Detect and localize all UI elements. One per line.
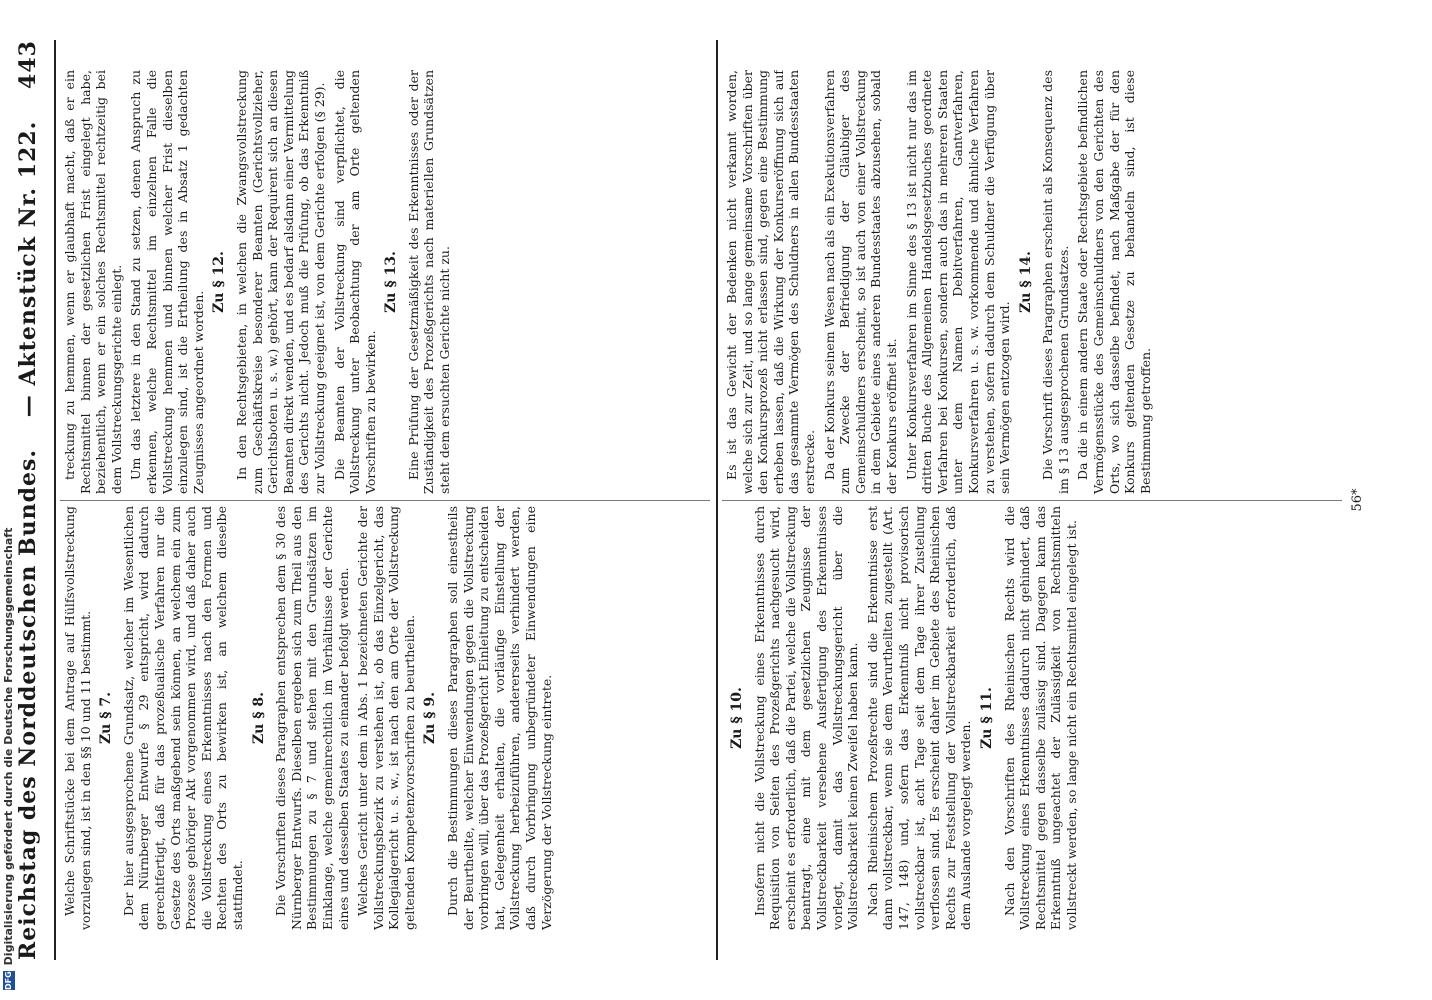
column-right-top [62,70,710,494]
paragraph: Insofern nicht die Vollstreckung eines Erkenntnisses durch Requisition von Seiten des Prozeßgerichts nachgesucht wird, erscheint es erforderlich, daß die Partei, welche die Vollstreckung beantragt, eine mit dem gesetzlichen Zeugnisse der Vollstreckbarkeit versehene Ausfertigung des Erkenntnisses vorlegt, damit das Vollstreckungsgericht über die Vollstreckbarkeit keinen Zweifel haben kann. [751,506,861,930]
header-title: Reichstag des Norddeutschen Bundes. [15,448,41,960]
paragraph: Nach den Vorschriften des Rheinischen Rechts wird die Vollstreckung eines Erkenntnisses dadurch nicht gehindert, daß Rechtsmittel gegen dasselbe zulässig sind. Dagegen kann das Erkenntniß ungeachtet der Zulässigkeit von Rechtsmitteln vollstreckt werden, so lange nicht ein Rechtsmittel eingelegt ist. [1001,506,1079,930]
header-rule [54,40,56,960]
header-document-number: — Aktenstück Nr. 122. [15,120,41,418]
column-separator-bottom [722,500,1342,501]
section-heading: Zu § 8. [250,691,267,745]
paragraph: Da der Konkurs seinem Wesen nach als ein Exekutionsverfahren zum Zwecke der Befriedigung der Gläubiger des Gemeinschuldners erscheint, so ist auch von einer Vollstreckung in dem Gebiete eines anderen Bundesstaates abzusehen, sobald der Konkurs eröffnet ist. [821,70,899,494]
page-footer-mark: 56* [1350,488,1365,512]
section-heading: Zu § 12. [211,251,228,313]
column-left-top [62,506,710,930]
paragraph: Da die in einem andern Staate oder Rechtsgebiete befindlichen Vermögensstücke des Gemeinschuldners von den Gerichten des Orts, wo sich dasselbe befindet, nach Maßgabe der für den Konkurs geltenden Gesetze zu behandeln sind, ist diese Bestimmung getroffen. [1075,70,1153,494]
column-separator-top [60,500,710,501]
section-heading: Zu § 11. [978,687,995,749]
paragraph: Die Vorschrift dieses Paragraphen erscheint als Konsequenz des im § 13 ausgesprochenen Grundsatzes. [1040,70,1071,494]
paragraph: Welche Schriftstücke bei dem Antrage auf Hülfsvollstreckung vorzulegen sind, ist in den §§ 10 und 11 bestimmt. [62,506,93,930]
page-number: 443 [15,40,41,89]
paragraph: Unter Konkursverfahren im Sinne des § 13 ist nicht nur das im dritten Buche des Allgemeinen Handelsgesetzbuches geordnete Verfahren bei Konkursen, sondern auch das in mehreren Staaten unter dem Namen Debitverfahren, Gantverfahren, Konkursverfahren u. s. w. vorkommende und ähnliche Verfahren zu verstehen, sofern dadurch dem Schuldner die Verfügung über sein Vermögen entzogen wird. [903,70,1013,494]
column-right-bottom [724,70,1344,494]
section-heading: Zu § 10. [729,687,745,749]
paragraph: Der hier ausgesprochene Grundsatz, welcher im Wesentlichen dem Nürnberger Entwurfe § 29 entspricht, wird dadurch gerechtfertigt, daß für das prozeßualische Verfahren nur die Gesetze des Orts maßgebend sein können, an welchem ein zum Prozesse gehöriger Akt vorgenommen wird, und daß daher auch die Vollstreckung eines Erkenntnisses nach den Formen und Rechten des Orts zu bewirken ist, an welchem dieselbe stattfindet. [120,506,245,930]
paragraph: Welches Gericht unter dem in Abs. 1 bezeichneten Gerichte der Vollstreckungsbezirk zu verstehen ist, ob das Einzelgericht, das Kollegialgericht u. s. w., ist nach den am Orte der Vollstreckung geltenden Kompetenzvorschriften zu beurtheilen. [355,506,417,930]
paragraph: Um das letztere in den Stand zu setzen, denen Anspruch zu erkennen, welche Rechtsmittel im einzelnen Falle die Vollstreckung hemmen und binnen welcher Frist dieselben einzulegen sind, ist die Ertheilung des in Absatz 1 gedachten Zeugnisses angeordnet worden. [128,70,206,494]
section-rule [716,40,718,960]
paragraph: Nach Rheinischem Prozeßrechte sind die Erkenntnisse erst dann vollstreckbar, wenn sie dem Verurtheilten zugestellt (Art. 147, 148) und, sofern das Erkenntniß nicht provisorisch vollstreckbar ist, acht Tage seit dem Tage ihrer Zustellung verflossen sind. Es erscheint daher im Gebiete des Rheinischen Rechts zur Feststellung der Vollstreckbarkeit erforderlich, daß dem Auslande vorgelegt werden. [864,506,974,930]
section-heading: Zu § 14. [1017,251,1034,313]
digitization-note-text: Digitalisierung gefördert durch die Deutsche Forschungsgemeinschaft [2,527,15,966]
page-header [8,40,48,960]
paragraph: Es ist das Gewicht der Bedenken nicht verkannt worden, welche sich zur Zeit, und so lange gemeinsame Vorschriften über den Konkursprozeß nicht erlassen sind, gegen eine Bestimmung erheben lassen, daß die Wirkung der Konkurseröffnung sich auf das gesammte Vermögen des Schuldners in allen Bundesstaaten erstrecke. [724,70,817,494]
paragraph: Eine Prüfung der Gesetzmäßigkeit des Erkenntnisses oder der Zuständigkeit des Prozeßgerichts nach materiellen Grundsätzen steht dem ersuchten Gerichte nicht zu. [405,70,453,494]
dfg-logo-icon: DFG [3,971,13,990]
paragraph: Durch die Bestimmungen dieses Paragraphen soll einestheils der Beurtheilte, welcher Einwendungen gegen die Vollstreckung vorbringen will, über das Prozeßgericht Einleitung zu entscheiden hat, Gelegenheit erhalten, die vorläufige Einstellung der Vollstreckung herbeizuführen, andererseits verhindert werden, daß durch Vorbringung unbegründeter Einwendungen eine Verzögerung der Vollstreckung eintrete. [445,506,554,930]
section-heading: Zu § 9. [422,691,439,745]
paragraph: In den Rechtsgebieten, in welchen die Zwangsvollstreckung zum Geschäftskreise besonderer Beamten (Gerichtsvollzieher, Gerichtsboten u. s. w.) gehört, kann der Requirent sich an diesen Beamten direkt wenden, und es bedarf alsdann einer Vermittelung des Gerichts nicht. Jedoch muß die Prüfung, ob das Erkenntniß zur Vollstreckung geeignet ist, von dem Gerichte erfolgen (§ 29). [233,70,327,494]
column-left-bottom [724,506,1344,930]
section-heading: Zu § 13. [383,251,400,313]
paragraph: Die Beamten der Vollstreckung sind verpflichtet, die Vollstreckung unter Beobachtung der am Orte geltenden Vorschriften zu bewirken. [331,70,378,494]
section-heading: Zu § 7. [98,691,115,745]
paragraph: Die Vorschriften dieses Paragraphen entsprechen dem § 30 des Nürnberger Entwurfs. Dieselben ergeben sich zum Theil aus den Bestimmungen zu § 7 und stehen mit den Grundsätzen im Einklange, welche gemeinrechtlich im Verhältnisse der Gerichte eines und desselben Staates zu einander befolgt werden. [273,506,351,930]
paragraph: treckung zu hemmen, wenn er glaubhaft macht, daß er ein Rechtsmittel binnen der gesetzlichen Frist eingelegt habe, beziehentlich, wenn er ein solches Rechtsmittel rechtzeitig bei dem Vollstreckungsgerichte einlegt. [62,70,124,494]
